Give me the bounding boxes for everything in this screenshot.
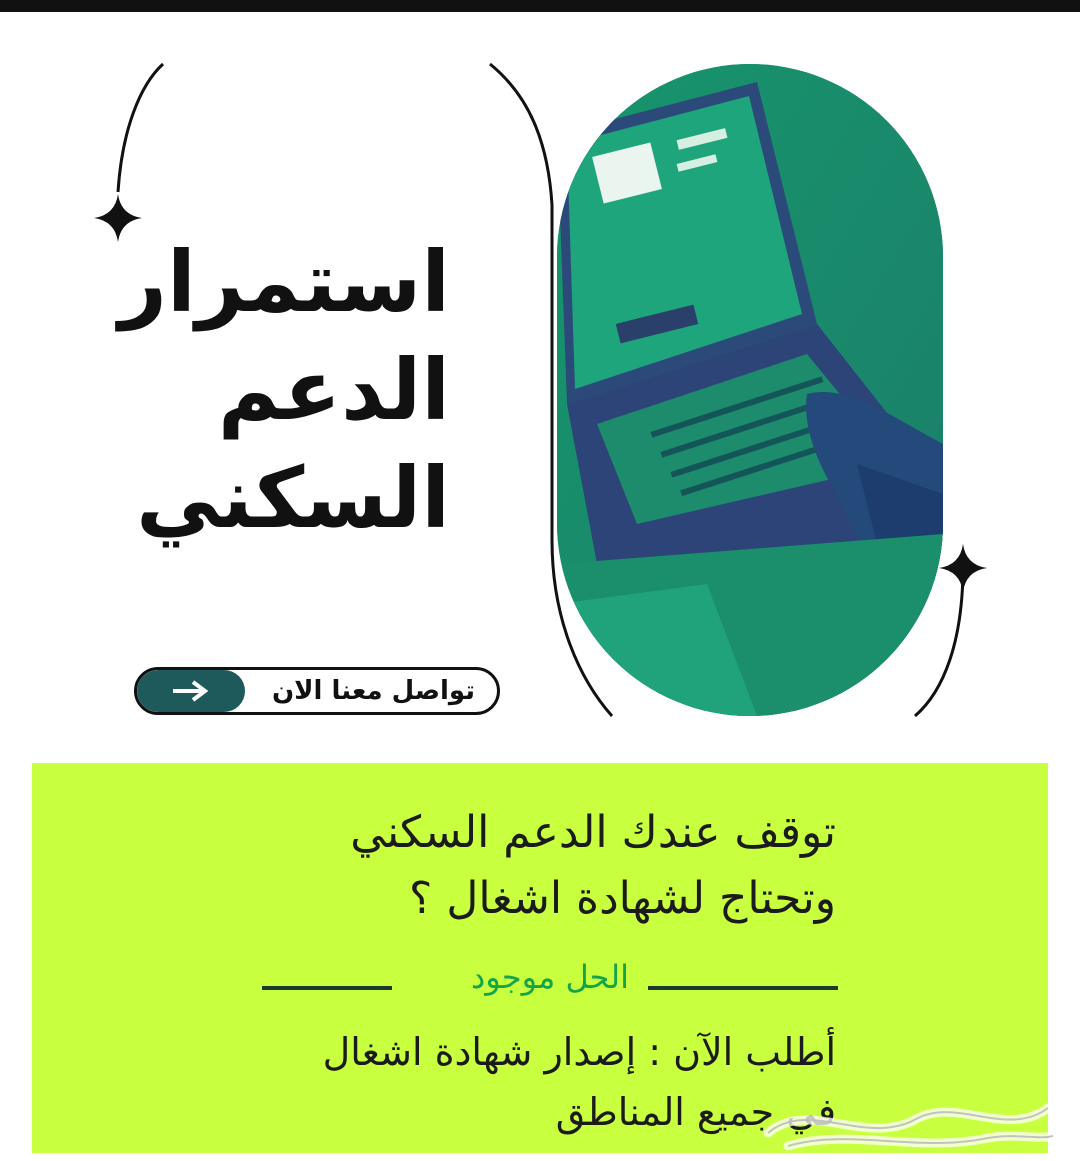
arrow-pill[interactable] bbox=[137, 670, 245, 712]
contact-now-button[interactable] bbox=[134, 667, 500, 715]
laptop-photo bbox=[557, 64, 943, 716]
solution-text: الحل موجود bbox=[471, 958, 629, 996]
question-text bbox=[196, 800, 836, 932]
question-line-1: توقف عندك الدعم السكني bbox=[350, 807, 836, 858]
headline-line-2: الدعم bbox=[217, 341, 450, 439]
left-arc-line bbox=[118, 64, 163, 192]
request-line-2: في جميع المناطق bbox=[555, 1090, 836, 1134]
headline-line-1: استمرار bbox=[118, 233, 450, 331]
request-line-1: أطلب الآن : إصدار شهادة اشغال bbox=[322, 1030, 836, 1074]
contact-now-label: تواصل معنا الان bbox=[271, 676, 475, 706]
request-text bbox=[196, 1022, 836, 1142]
arrow-right-icon bbox=[171, 680, 211, 702]
sparkle-icon-right bbox=[939, 544, 987, 592]
question-line-2: وتحتاج لشهادة اشغال ؟ bbox=[409, 873, 836, 924]
solution-row bbox=[262, 955, 838, 999]
headline-line-3: السكني bbox=[136, 449, 450, 547]
headline bbox=[110, 228, 450, 552]
